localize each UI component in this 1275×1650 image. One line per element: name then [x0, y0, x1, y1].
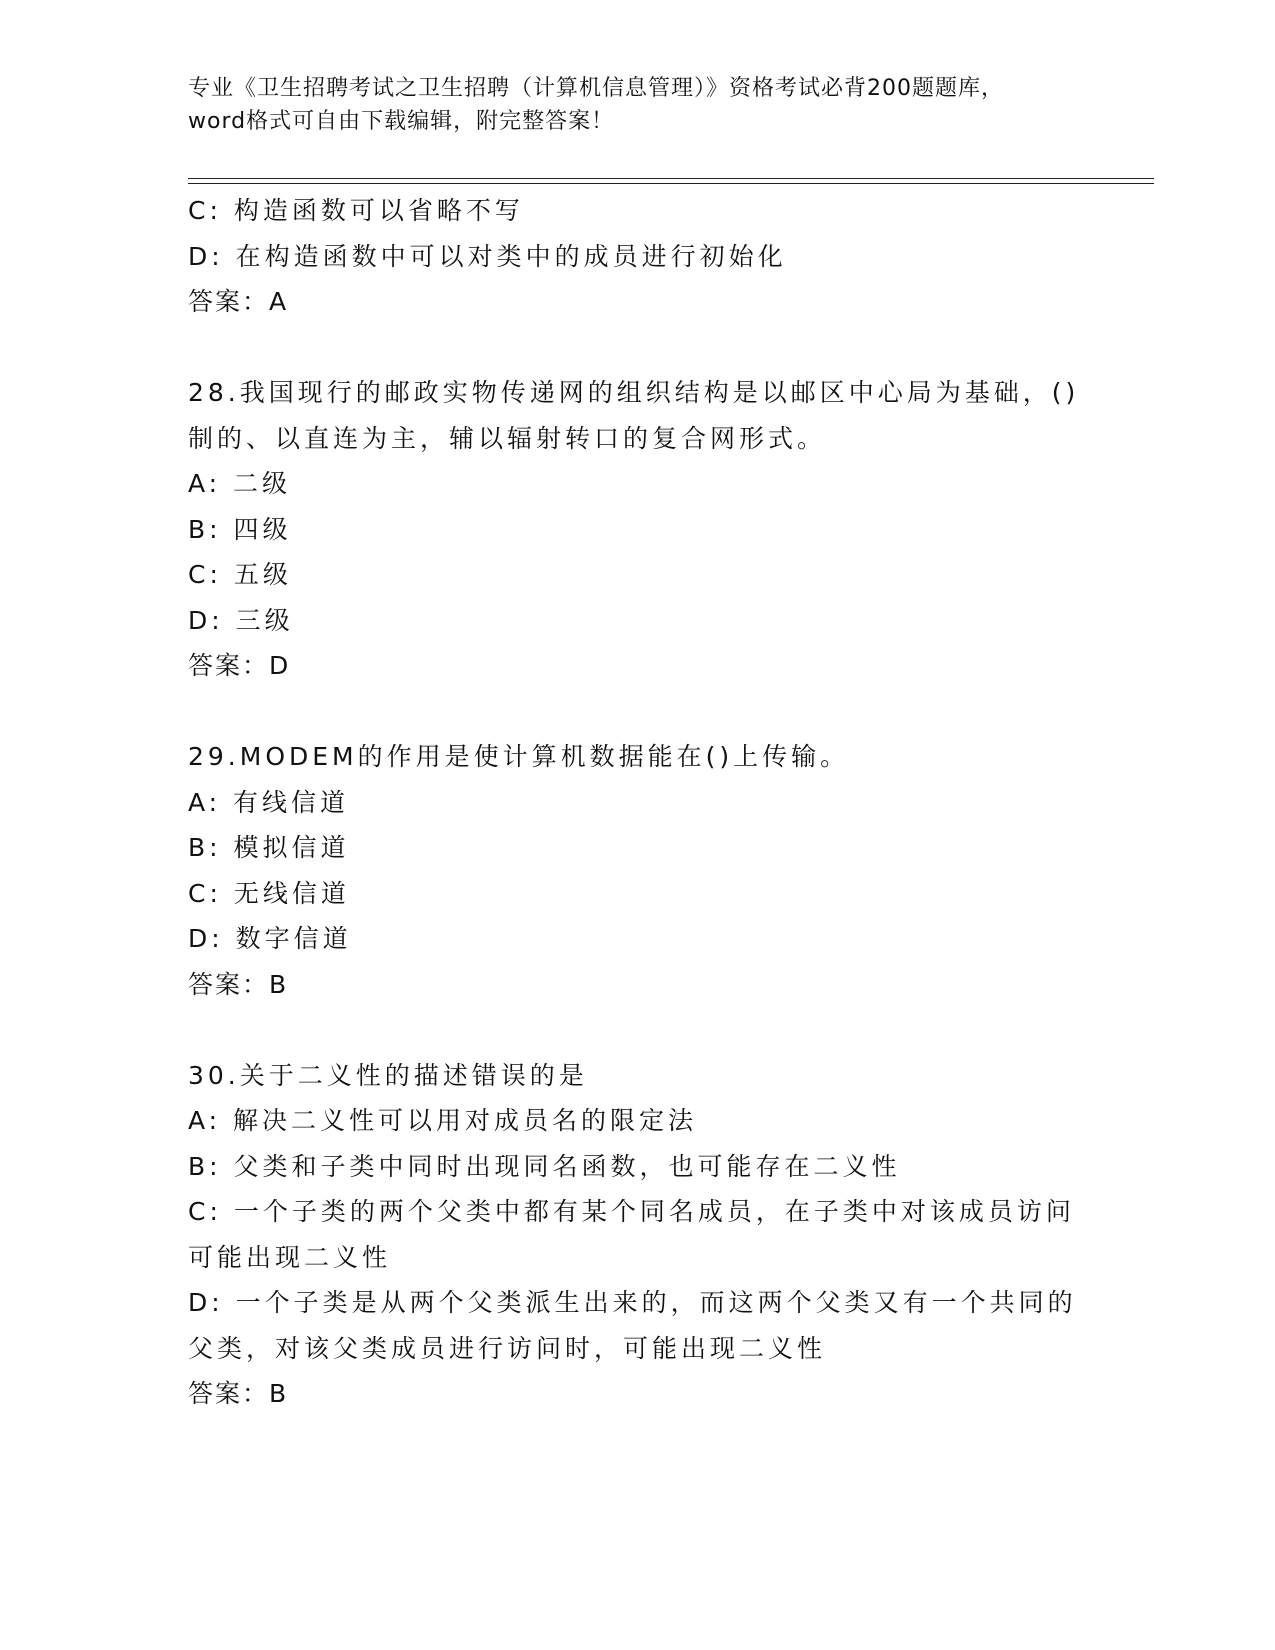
- document-header: [188, 72, 1088, 138]
- question-28: [188, 370, 1088, 689]
- header-divider-bottom: [188, 183, 1154, 184]
- option-c: C: 无线信道: [188, 878, 350, 908]
- option-d: D: 三级: [188, 605, 294, 635]
- option-b: B: 模拟信道: [188, 833, 350, 862]
- answer-line: 答案：B: [188, 1379, 289, 1408]
- option-d-continued: 父类，对该父类成员进行访问时，可能出现二义性: [188, 1333, 827, 1363]
- option-c: C: 构造函数可以省略不写: [188, 196, 524, 225]
- option-c: C: 五级: [188, 560, 292, 589]
- header-title-line-1: 专业《卫生招聘考试之卫生招聘（计算机信息管理）》资格考试必背200题题库，: [188, 76, 1004, 101]
- spacer: [188, 689, 1088, 735]
- header-title-line-2: word格式可自由下载编辑，附完整答案！: [188, 109, 615, 134]
- answer-line: 答案：B: [188, 969, 289, 999]
- option-d: D: 一个子类是从两个父类派生出来的，而这两个父类又有一个共同的: [188, 1288, 1077, 1317]
- question-stem: 28.我国现行的邮政实物传递网的组织结构是以邮区中心局为基础，(): [188, 378, 1080, 407]
- option-a: A: 解决二义性可以用对成员名的限定法: [188, 1106, 698, 1135]
- option-c-continued: 可能出现二义性: [188, 1242, 392, 1272]
- question-27-tail: [188, 188, 1088, 325]
- question-30: [188, 1053, 1088, 1417]
- option-d: D: 在构造函数中可以对类中的成员进行初始化: [188, 241, 787, 271]
- spacer: [188, 1007, 1088, 1053]
- option-a: A: 二级: [188, 469, 292, 498]
- option-b: B: 四级: [188, 514, 292, 544]
- question-stem: 制的、以直连为主，辅以辐射转口的复合网形式。: [188, 423, 827, 453]
- option-c: C: 一个子类的两个父类中都有某个同名成员，在子类中对该成员访问: [188, 1197, 1075, 1226]
- option-a: A: 有线信道: [188, 787, 350, 817]
- question-stem: 30.关于二义性的描述错误的是: [188, 1060, 588, 1090]
- option-d: D: 数字信道: [188, 924, 352, 953]
- header-divider-top: [188, 178, 1154, 179]
- option-b: B: 父类和子类中同时出现同名函数，也可能存在二义性: [188, 1151, 901, 1181]
- answer-line: 答案：A: [188, 287, 289, 316]
- answer-line: 答案：D: [188, 651, 291, 680]
- spacer: [188, 325, 1088, 371]
- question-29: [188, 734, 1088, 1007]
- question-list: [188, 188, 1088, 1417]
- question-stem: 29.MODEM的作用是使计算机数据能在()上传输。: [188, 742, 850, 771]
